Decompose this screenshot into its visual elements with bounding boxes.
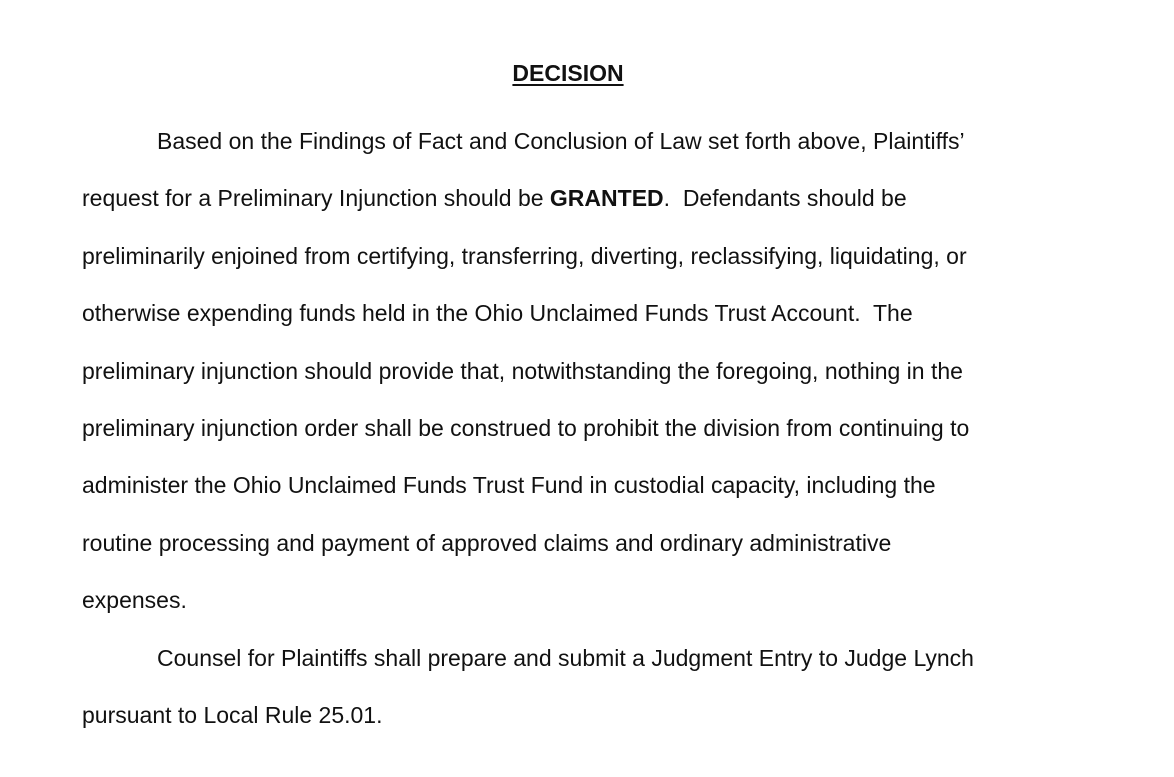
line-2-text-after: . Defendants should be xyxy=(663,185,907,212)
paragraph-1-line-3: preliminarily enjoined from certifying, transferring, diverting, reclassifying, liquidating, or xyxy=(82,242,967,269)
paragraph-1-line-7: administer the Ohio Unclaimed Funds Trust Fund in custodial capacity, including the xyxy=(82,472,936,499)
decision-body xyxy=(82,113,1082,744)
line-2-text-before: request for a Preliminary Injunction should be xyxy=(82,185,550,212)
granted-text: GRANTED xyxy=(549,185,664,212)
paragraph-1-line-1: Based on the Findings of Fact and Conclusion of Law set forth above, Plaintiffs’ xyxy=(157,128,965,154)
paragraph-1-line-5: preliminary injunction should provide that, notwithstanding the foregoing, nothing in the xyxy=(82,357,963,384)
paragraph-1-line-4: otherwise expending funds held in the Ohio Unclaimed Funds Trust Account. The xyxy=(82,300,913,327)
paragraph-2-line-1: Counsel for Plaintiffs shall prepare and submit a Judgment Entry to Judge Lynch xyxy=(157,644,974,671)
paragraph-2-line-2: pursuant to Local Rule 25.01. xyxy=(82,702,383,729)
decision-heading: DECISION xyxy=(512,60,624,86)
paragraph-1-line-9: expenses. xyxy=(82,587,187,614)
paragraph-1-line-2 xyxy=(82,170,1082,227)
paragraph-1-line-8: routine processing and payment of approved claims and ordinary administrative xyxy=(82,529,892,556)
paragraph-1-line-6: preliminary injunction order shall be construed to prohibit the division from continuing to xyxy=(82,415,970,442)
